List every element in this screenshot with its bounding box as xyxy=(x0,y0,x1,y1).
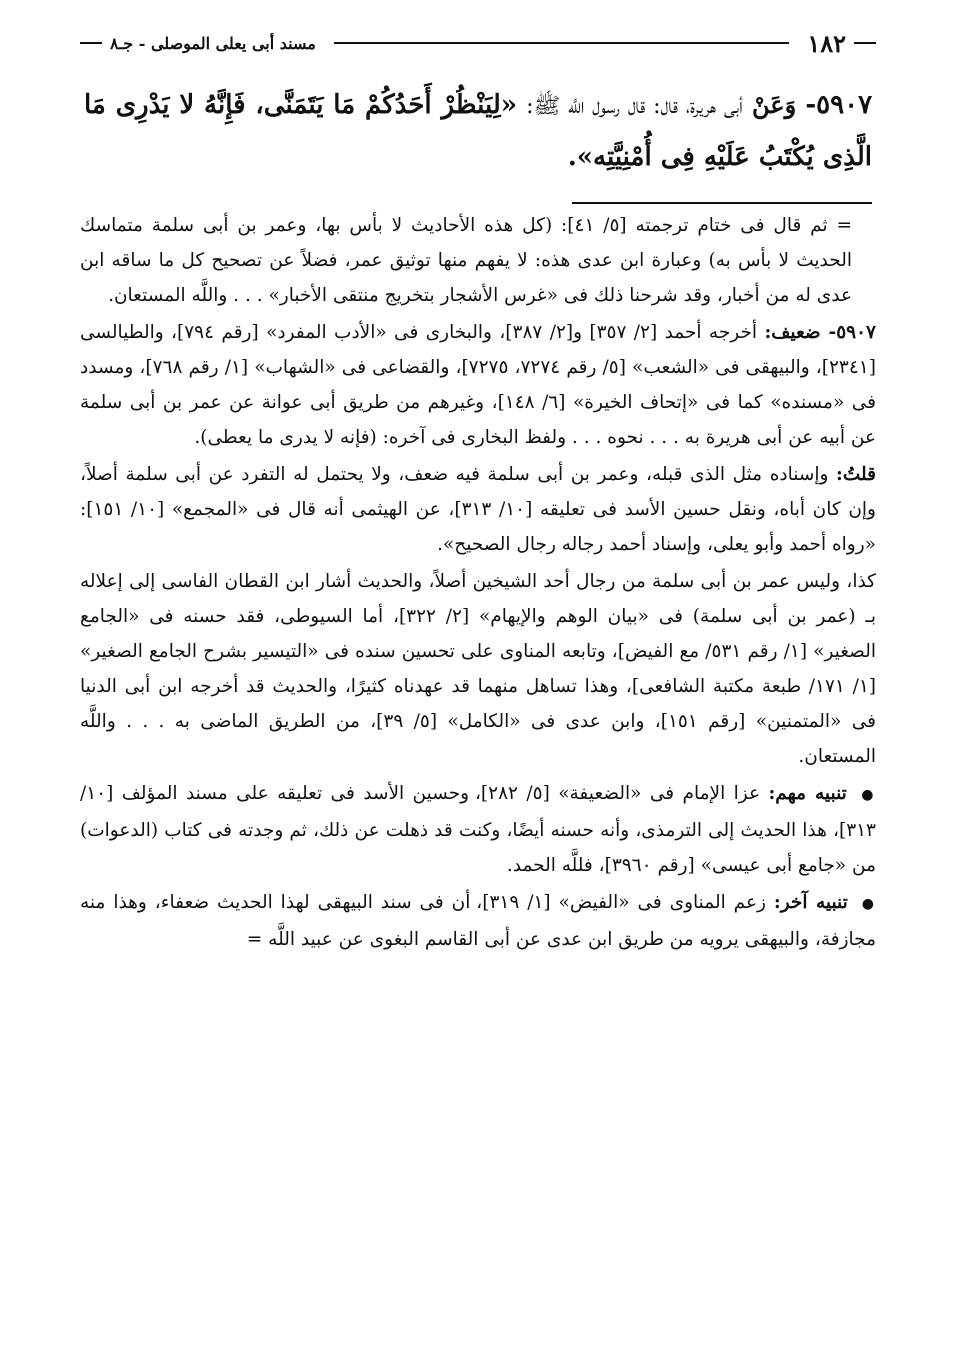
footnote-separator xyxy=(572,202,872,204)
note-paragraph: كذا، وليس عمر بن أبى سلمة من رجال أحد الشيخين أصلاً، والحديث أشار ابن القطان الفاسى إلى إعلاله بـ (عمر بن أبى سلمة) فى «بيان الوهم والإيهام» [٢/ ٣٢٢]، أما السيوطى، فقد حسنه فى «الجامع الصغير» [١/ رقم ٥٣١/ مع الفيض]، وتابعه المناوى على تحسين سنده فى «التيسير بشرح الجامع الصغير» [١/ ١٧١/ طبعة مكتبة الشافعى]، وهذا تساهل منهما قد عهدناه كثيرًا، والحديث قد أخرجه ابن أبى الدنيا فى «المتمنين» [رقم ١٥١]، وابن عدى فى «الكامل» [٥/ ٣٩]، من الطريق الماضى به . . . واللَّه المستعان. xyxy=(80,571,876,767)
page-number: ١٨٢ xyxy=(807,28,846,58)
tanbih-2-label: تنبيه آخر: xyxy=(773,892,848,913)
takhrij-label: ٥٩٠٧- ضعيف: xyxy=(764,322,876,343)
hadith-text xyxy=(84,80,872,182)
note-tanbih-2 xyxy=(80,885,876,957)
bullet-icon: ● xyxy=(861,896,876,912)
hadith-intro: وَعَنْ xyxy=(752,90,797,119)
note-continuation: = ثم قال فى ختام ترجمته [٥/ ٤١]: (كل هذه الأحاديث لا بأس بها، وعمر بن أبى سلمة متماسك الحديث لا بأس به) وعبارة ابن عدى هذه: لا يفهم منها توثيق عمر، فضلاً عن تصحيح كل ما ساقه ابن عدى له من أخبار، وقد شرحنا ذلك فى «غرس الأشجار بتخريج منتقى الأخبار» . . . واللَّه المستعان. xyxy=(80,215,852,306)
qultu-text: وإسناده مثل الذى قبله، وعمر بن أبى سلمة فيه ضعف، ولا يحتمل له التفرد عن أبى سلمة أصلاً، وإن كان أباه، ونقل حسين الأسد فى تعليقه [١٠/ ٣١٣]، عن الهيثمى أنه قال فى «المجمع» [١٠/ ١٥١]: «رواه أحمد وأبو يعلى، وإسناد أحمد رجاله رجال الصحيح». xyxy=(80,464,876,555)
tanbih-1-label: تنبيه مهم: xyxy=(768,783,847,804)
header-dash-end xyxy=(80,42,102,44)
tanbih-1-text: عزا الإمام فى «الضعيفة» [٥/ ٢٨٢]، وحسين الأسد فى تعليقه على مسند المؤلف [١٠/ ٣١٣]، هذا الحديث إلى الترمذى، وأنه حسنه أيضًا، وكنت قد ذهلت عن ذلك، ثم وجدته فى كتاب (الدعوات) من «جامع أبى عيسى» [رقم ٣٩٦٠]، فللَّه الحمد. xyxy=(80,783,876,876)
bullet-icon: ● xyxy=(861,787,876,803)
note-qultu xyxy=(80,457,876,562)
note-tanbih-1 xyxy=(80,776,876,883)
header-rule xyxy=(334,42,790,44)
qultu-label: قلتُ: xyxy=(836,464,876,485)
hadith-number: ٥٩٠٧- xyxy=(805,90,873,120)
footnotes xyxy=(80,208,876,959)
hadith-matn: «لِيَنْظُرْ أَحَدُكُمْ مَا يَتَمَنَّى، فَإِنَّهُ لا يَدْرِى مَا الَّذِى يُكْتَبُ عَلَيْهِ فِى أُمْنِيَّتِه». xyxy=(84,90,872,172)
running-title: مسند أبى يعلى الموصلى - جـ٨ xyxy=(110,33,316,53)
running-header xyxy=(80,26,876,60)
takhrij-text: أخرجه أحمد [٢/ ٣٥٧] و[٢/ ٣٨٧]، والبخارى فى «الأدب المفرد» [رقم ٧٩٤]، والطيالسى [٢٣٤١]، والبيهقى فى «الشعب» [٥/ رقم ٧٢٧٤، ٧٢٧٥]، والقضاعى فى «الشهاب» [١/ رقم ٧٦٨]، ومسدد فى «مسنده» كما فى «إتحاف الخيرة» [٦/ ١٤٨]، وغيرهم من طريق أبى عوانة عن عمر بن أبى سلمة عن أبيه عن أبى هريرة به . . . نحوه . . . ولفظ البخارى فى آخره: (فإنه لا يدرى ما يعطى). xyxy=(80,322,877,448)
hadith-narration: أبى هريرة، قال: قال رسول اللَّه ﷺ: xyxy=(526,94,743,119)
header-dash xyxy=(854,42,876,44)
tanbih-2-text: زعم المناوى فى «الفيض» [١/ ٣١٩]، أن فى سند البيهقى لهذا الحديث ضعفاء، وهذا منه مجازفة، والبيهقى يرويه من طريق ابن عدى عن أبى القاسم البغوى عن عبيد اللَّه = xyxy=(80,892,876,950)
note-takhrij xyxy=(80,315,876,455)
